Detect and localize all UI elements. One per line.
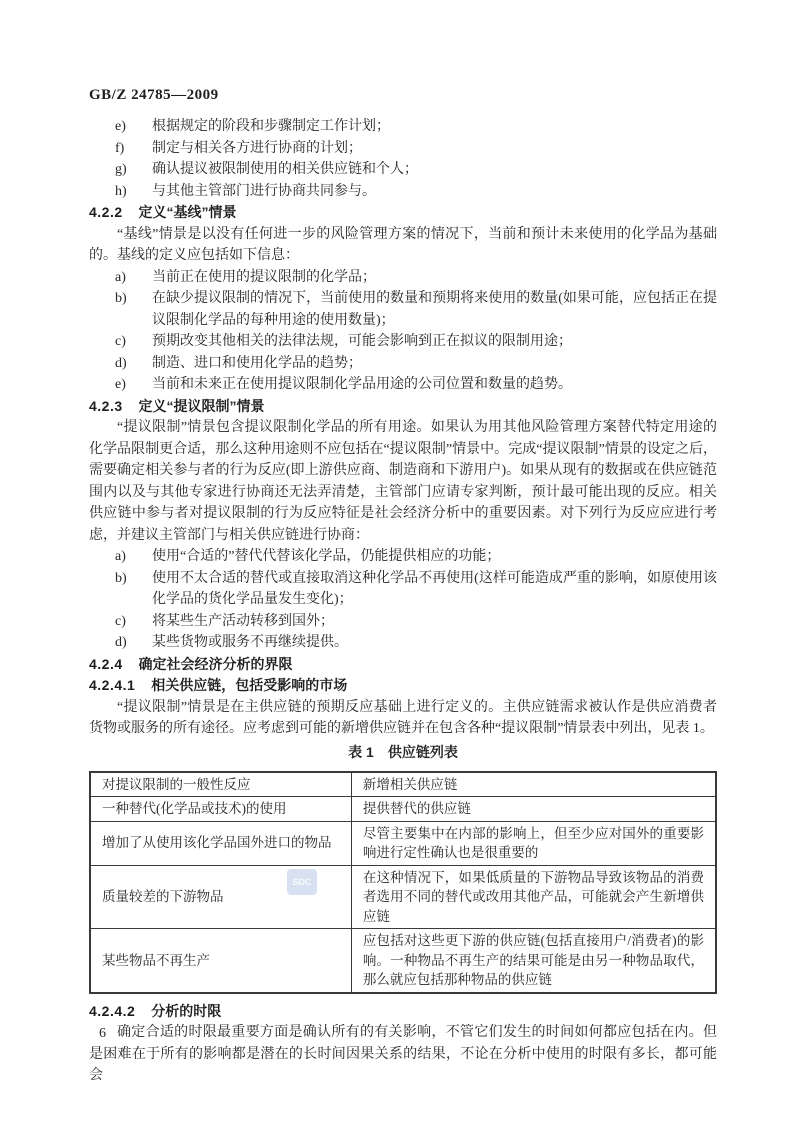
list-item-text: 当前和未来正在使用提议限制化学品用途的公司位置和数量的趋势。 <box>152 377 572 392</box>
list-item-text: 预期改变其他相关的法律法规，可能会影响到正在拟议的限制用途； <box>152 334 572 349</box>
section-heading-4-2-4 <box>89 654 717 676</box>
table-row <box>90 772 716 797</box>
list-item <box>89 568 717 611</box>
table-cell-left: 某些物品不再生产 <box>90 929 351 993</box>
list-item <box>89 159 717 181</box>
section-title: 定义“提议限制”情景 <box>138 397 265 414</box>
list-item-label: d) <box>115 635 127 650</box>
list-item-label: e) <box>115 119 126 134</box>
list-item-text: 确认提议被限制使用的相关供应链和个人； <box>152 162 418 177</box>
paragraph: 确定合适的时限最重要方面是确认所有的有关影响，不管它们发生的时间如何都应包括在内。但是困难在于所有的影响都是潜在的长时间因果关系的结果，不论在分析中使用的时限有多长，都可能会 <box>89 1025 717 1083</box>
section-heading-4-2-4-1 <box>89 675 717 697</box>
list-item <box>89 353 717 375</box>
list-item <box>89 181 717 203</box>
list-item <box>89 138 717 160</box>
table-cell-right: 新增相关供应链 <box>351 772 716 797</box>
top-list <box>89 116 717 202</box>
list-item <box>89 267 717 289</box>
table-row <box>90 821 716 865</box>
table-cell-right: 在这种情况下，如果低质量的下游物品导致该物品的消费者选用不同的替代或改用其他产品，可能就会产生新增供应链 <box>351 865 716 929</box>
list-item-text: 当前正在使用的提议限制的化学品； <box>152 269 376 285</box>
list-item-text: 与其他主管部门进行协商共同参与。 <box>152 183 376 199</box>
paragraph: “提议限制”情景包含提议限制化学品的所有用途。如果认为用其他风险管理方案替代特定用途的化学品限制更合适，那么这种用途则不应包括在“提议限制”情景中。完成“提议限制”情景的设定之后，需要确定相关参与者的行为反应(即上游供应商、制造商和下游用户)。如果从现有的数据或在供应链范围内以及与其他专家进行协商还无法弄清楚，主管部门应请专家判断，预计最可能出现的反应。相关供应链中参与者对提议限制的行为反应特征是社会经济分析中的重要因素。对下列行为反应应进行考虑，并建议主管部门与相关供应链进行协商： <box>89 420 717 543</box>
list-item-text: 制定与相关各方进行协商的计划； <box>152 140 362 156</box>
section-number: 4.2.4.1 <box>89 677 136 693</box>
list-item-label: c) <box>115 613 126 629</box>
list-item-text: 制造、进口和使用化学品的趋势； <box>152 355 362 371</box>
list-item-label: g) <box>115 162 127 177</box>
section-heading-4-2-4-2 <box>89 1001 717 1023</box>
table-cell-left: 一种替代(化学品或技术)的使用 <box>90 797 351 822</box>
section-number: 4.2.3 <box>89 397 123 414</box>
list-item <box>89 632 717 654</box>
section-number: 4.2.4.2 <box>89 1002 136 1019</box>
list-item <box>89 374 717 396</box>
table-cell-left: 增加了从使用该化学品国外进口的物品 <box>90 821 351 865</box>
table-cell-left: 质量较差的下游物品 <box>90 865 351 929</box>
list-item-text: 将某些生产活动转移到国外； <box>152 613 334 629</box>
paragraph: “基线”情景是以没有任何进一步的风险管理方案的情况下，当前和预计未来使用的化学品为基础的。基线的定义应包括如下信息： <box>89 226 717 263</box>
list-item-label: f) <box>115 140 125 156</box>
section-4-2-3-list <box>89 546 717 654</box>
list-item <box>89 116 717 138</box>
table-cell-left: 对提议限制的一般性反应 <box>90 772 351 797</box>
list-item <box>89 331 717 353</box>
list-item-label: e) <box>115 377 126 392</box>
watermark-badge: SDC <box>287 869 317 895</box>
table-row <box>90 929 716 993</box>
table-row <box>90 865 716 929</box>
table-caption <box>89 742 717 762</box>
section-title: 相关供应链，包括受影响的市场 <box>151 677 348 693</box>
list-item-label: b) <box>115 570 127 586</box>
page-number: 6 <box>99 1026 106 1041</box>
paragraph: “提议限制”情景是在主供应链的预期反应基础上进行定义的。主供应链需求被认作是供应消费者货物或服务的所有途径。应考虑到可能的新增供应链并在包含各种“提议限制”情景表中列出，见表 1。 <box>89 699 717 736</box>
table-cell-right: 尽管主要集中在内部的影响上，但至少应对国外的重要影响进行定性确认也是很重要的 <box>351 821 716 865</box>
section-heading-4-2-3 <box>89 396 717 418</box>
list-item-label: h) <box>115 183 127 199</box>
supply-chain-table <box>89 771 717 994</box>
list-item-label: a) <box>115 269 126 285</box>
doc-number: GB/Z 24785—2009 <box>89 87 219 103</box>
section-number: 4.2.4 <box>89 655 123 672</box>
list-item-label: d) <box>115 355 127 371</box>
page-content <box>89 86 717 1087</box>
list-item-label: a) <box>115 549 126 564</box>
list-item <box>89 288 717 331</box>
table-cell-right: 提供替代的供应链 <box>351 797 716 822</box>
section-heading-4-2-2 <box>89 202 717 224</box>
list-item-text: 某些货物或服务不再继续提供。 <box>152 635 348 650</box>
section-title: 确定社会经济分析的界限 <box>138 655 293 672</box>
section-title: 分析的时限 <box>151 1002 222 1019</box>
list-item <box>89 546 717 568</box>
table-row <box>90 797 716 822</box>
list-item-text: 在缺少提议限制的情况下，当前使用的数量和预期将来使用的数量(如果可能，应包括正在提议限制化学品的每种用途的使用数量)； <box>152 291 717 328</box>
table-caption-label: 表 1 <box>348 743 374 760</box>
section-4-2-2-list <box>89 267 717 396</box>
list-item-text: 使用“合适的”替代代替该化学品，仍能提供相应的功能； <box>152 549 501 564</box>
section-title: 定义“基线”情景 <box>138 204 237 220</box>
list-item <box>89 611 717 633</box>
table-cell-right: 应包括对这些更下游的供应链(包括直接用户/消费者)的影响。一种物品不再生产的结果可能是由另一种物品取代，那么就应包括那种物品的供应链 <box>351 929 716 993</box>
list-item-label: b) <box>115 291 127 306</box>
section-number: 4.2.2 <box>89 204 123 220</box>
table-caption-title: 供应链列表 <box>387 743 458 760</box>
list-item-text: 使用不太合适的替代或直接取消这种化学品不再使用(这样可能造成严重的影响，如原使用该化学品的货化学品量发生变化)； <box>152 570 717 607</box>
list-item-text: 根据规定的阶段和步骤制定工作计划； <box>152 119 390 134</box>
list-item-label: c) <box>115 334 126 349</box>
